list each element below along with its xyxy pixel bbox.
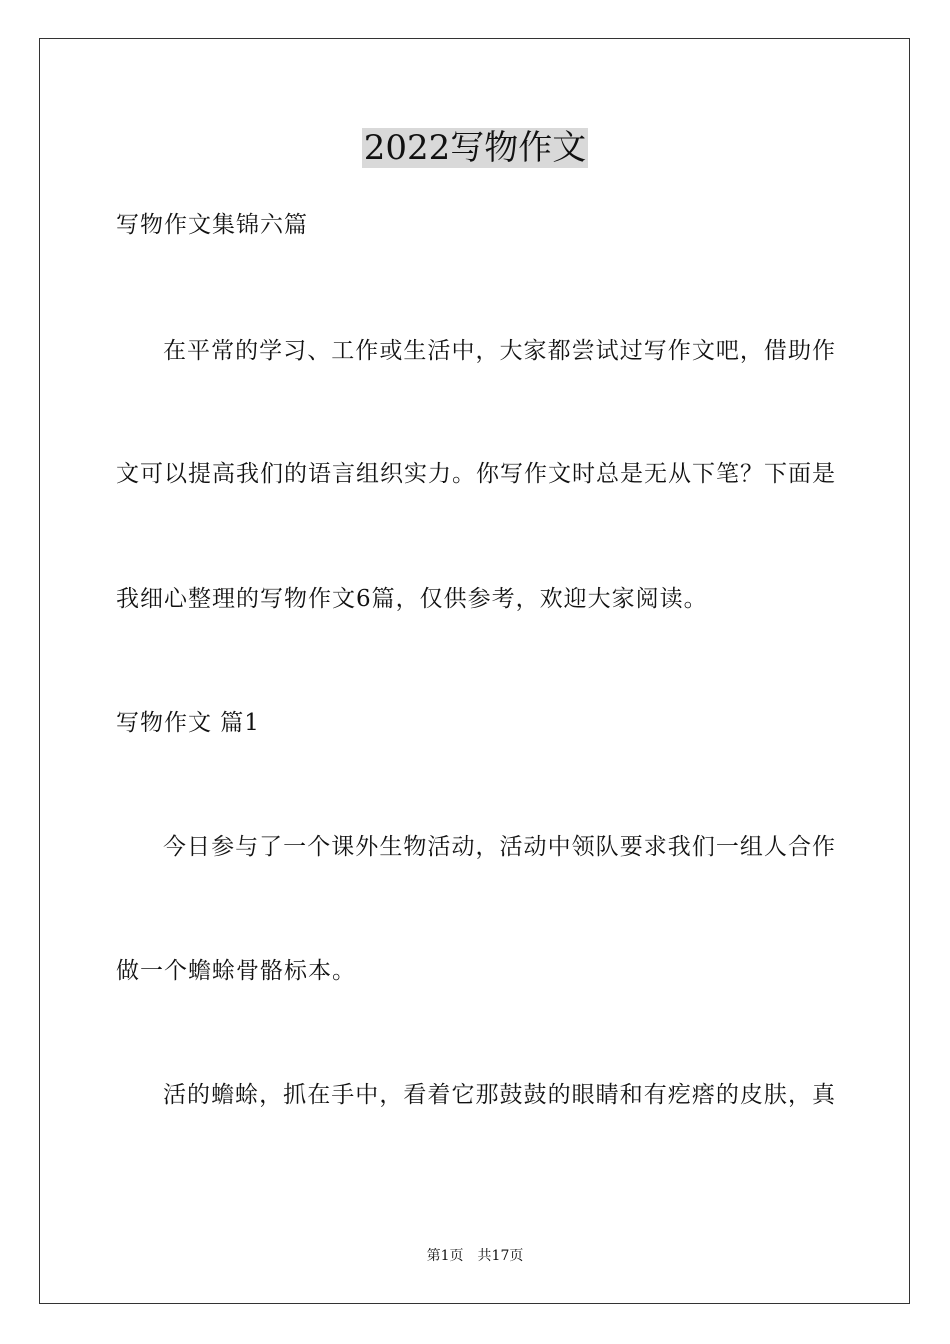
subtitle: 写物作文集锦六篇 [116, 212, 308, 238]
paragraph-line: 今日参与了一个课外生物活动，活动中领队要求我们一组人合作 [163, 834, 836, 860]
paragraph-line: 做一个蟾蜍骨骼标本。 [116, 958, 356, 984]
paragraph-line: 活的蟾蜍，抓在手中，看着它那鼓鼓的眼睛和有疙瘩的皮肤，真 [163, 1082, 836, 1108]
document-title [0, 128, 950, 168]
paragraph-line: 在平常的学习、工作或生活中，大家都尝试过写作文吧，借助作 [163, 338, 836, 364]
section-heading: 写物作文 篇1 [116, 710, 260, 736]
paragraph-line: 文可以提高我们的语言组织实力。你写作文时总是无从下笔？下面是 [116, 461, 836, 487]
page-number: 第1页 [426, 1248, 464, 1264]
page-total: 共17页 [477, 1248, 524, 1264]
paragraph-line: 我细心整理的写物作文6篇，仅供参考，欢迎大家阅读。 [116, 586, 708, 612]
page-footer [0, 1247, 950, 1265]
title-text: 2022写物作文 [363, 128, 587, 168]
